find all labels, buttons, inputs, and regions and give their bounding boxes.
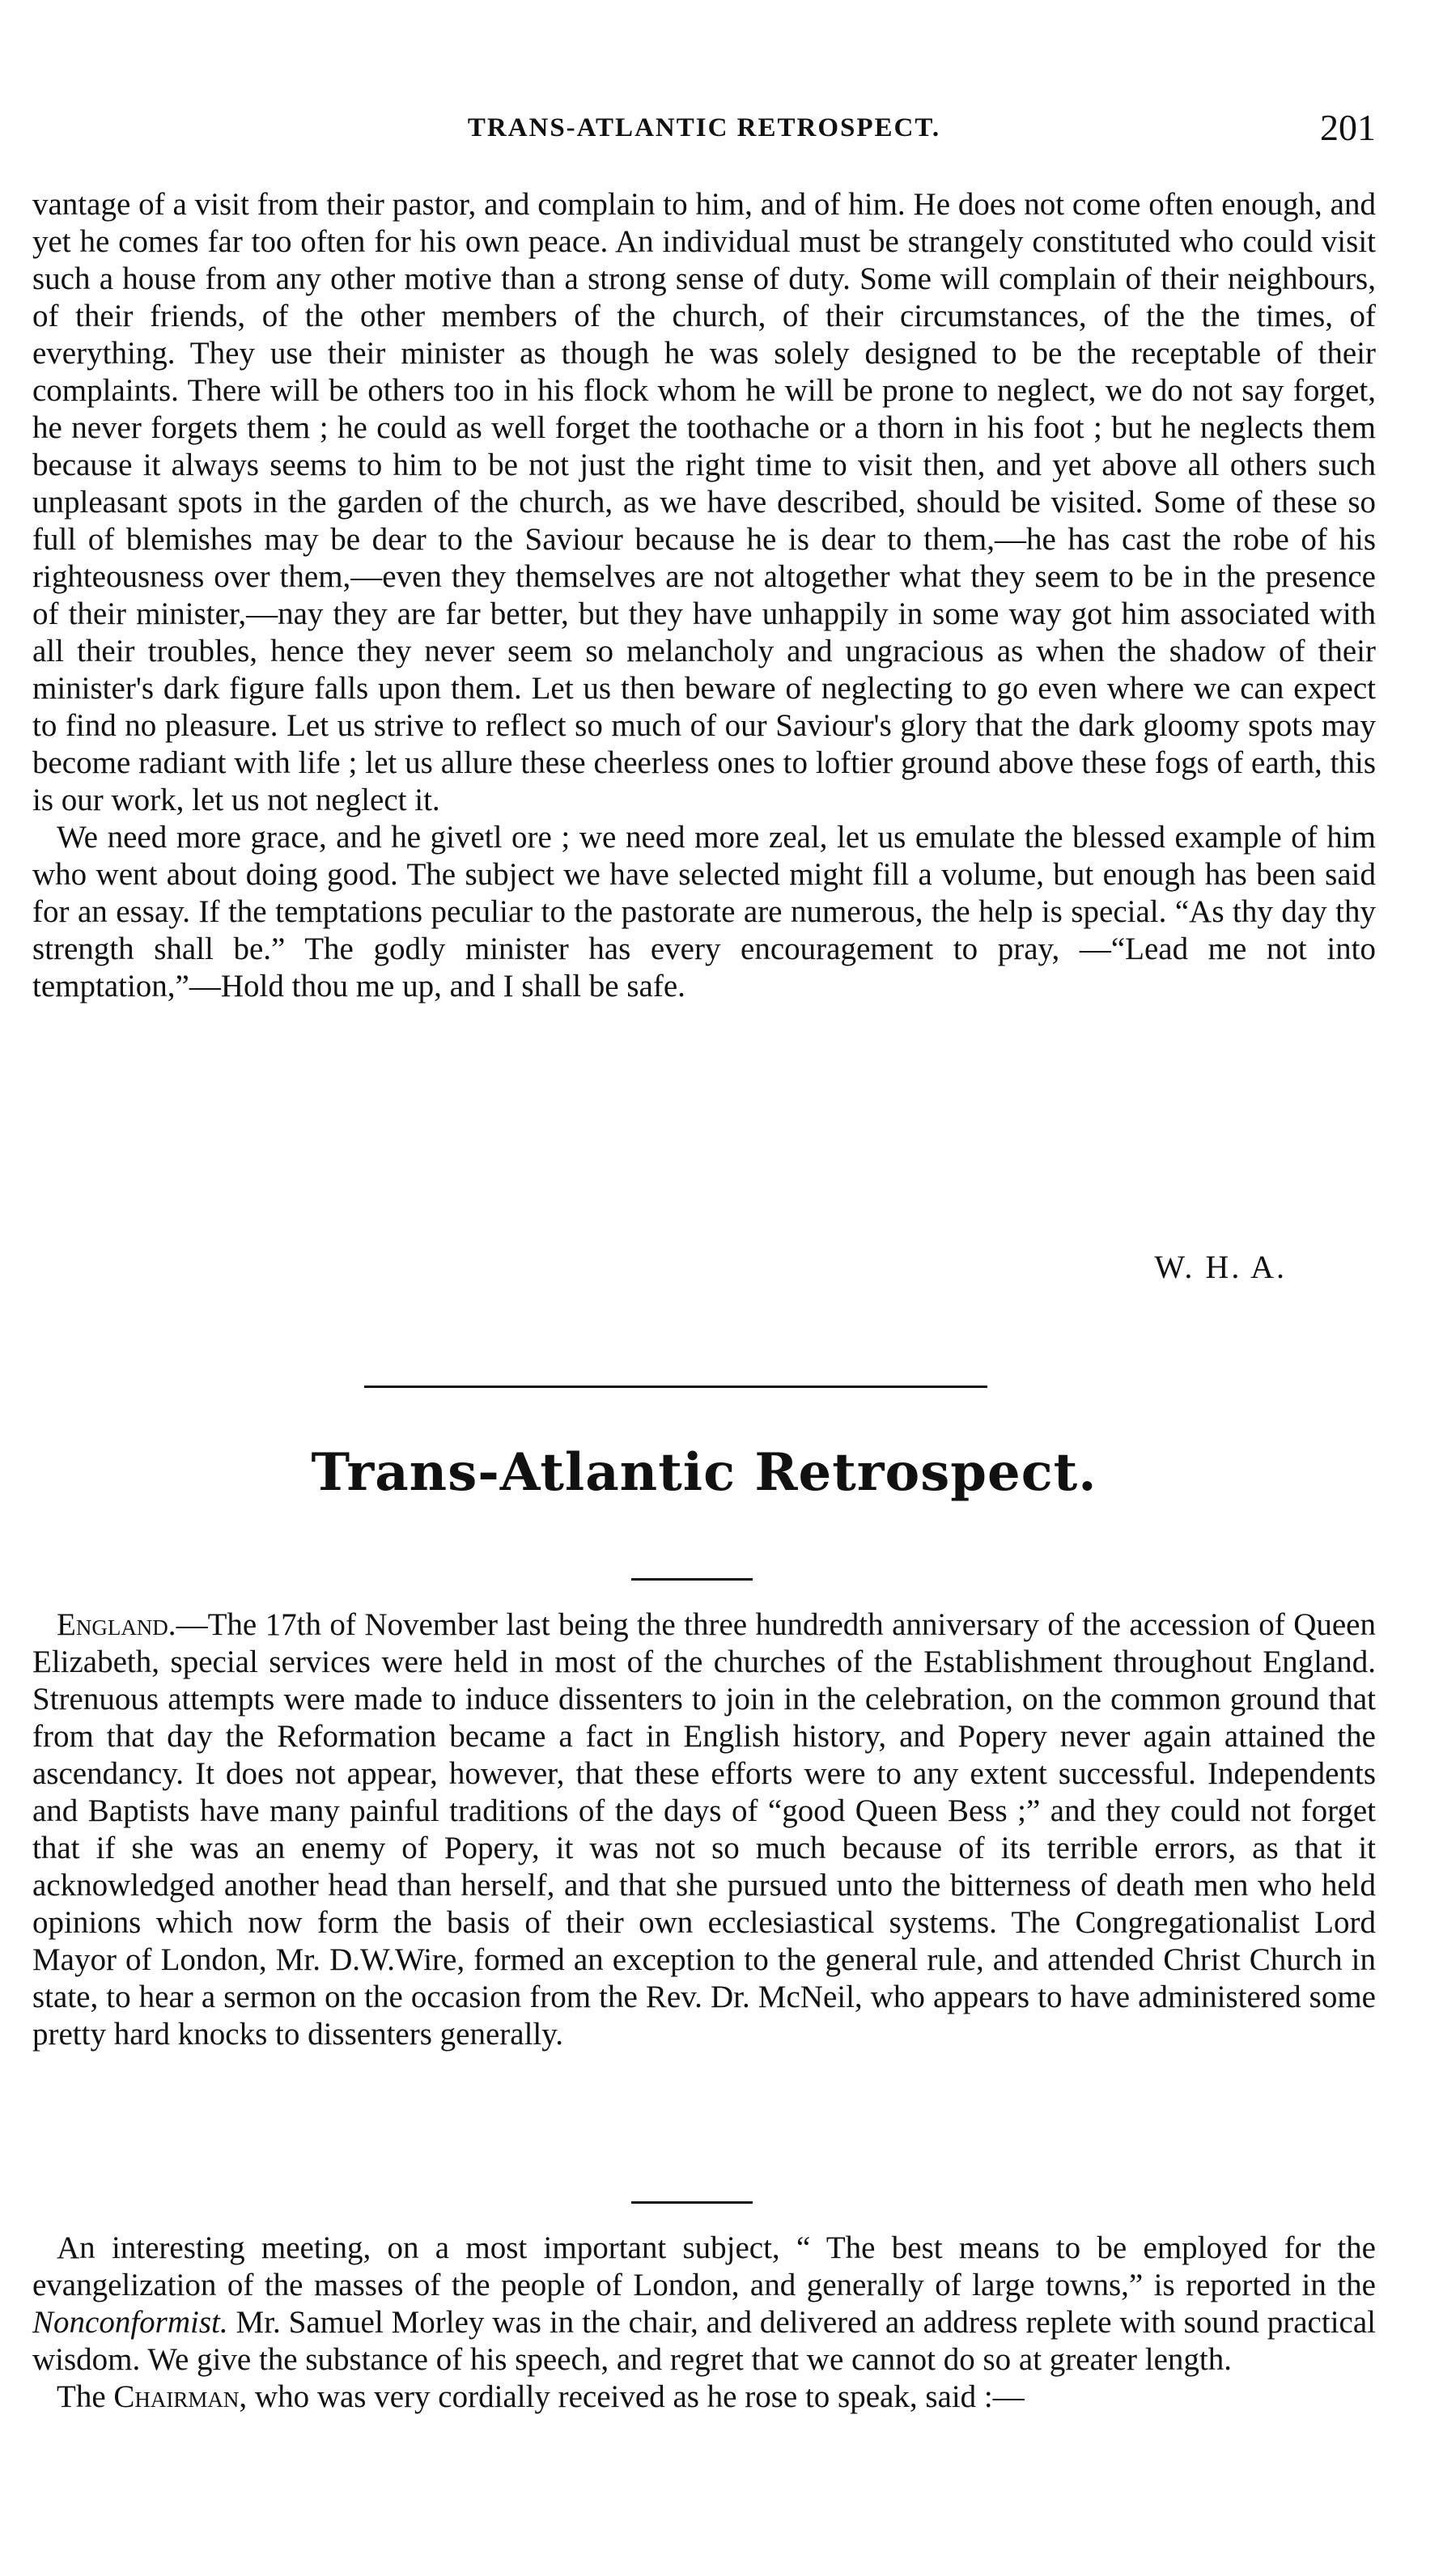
heading-rule	[631, 1578, 753, 1581]
paragraph-text: Mr. Samuel Morley was in the chair, and delivered an address replete with sound practical wisdom. We give the substance of his speech, and regret that we cannot do so at greater length.	[32, 2305, 1376, 2377]
paragraph-text: —The 17th of November last being the three hundredth anniversary of the accession of Queen Elizabeth, special services were held in most of the churches of the Establishment throughout England. Strenuous attempts were made to induce dissenters to join in the celebration, on the common ground that from that day the Reformation became a fact in English history, and Popery never again attained the ascendancy. It does not appear, however, that these efforts were to any extent successful. Independents and Baptists have many painful traditions of the days of “good Queen Bess ;” and they could not forget that if she was an enemy of Popery, it was not so much because of its terrible errors, as that it acknowledged another head than herself, and that she pursued unto the bitterness of death men who held opinions which now form the basis of their own ecclesiastical systems. The Congregationalist Lord Mayor of London, Mr. D.W.Wire, formed an exception to the general rule, and attended Christ Church in state, to hear a sermon on the occasion from the Rev. Dr. McNeil, who appears to have administered some pretty hard knocks to dissenters generally.	[32, 1607, 1376, 2052]
page-number: 201	[1320, 107, 1376, 148]
paragraph-text: The	[57, 2379, 114, 2414]
article-continued	[32, 186, 1376, 1005]
running-title: TRANS-ATLANTIC RETROSPECT.	[467, 113, 941, 142]
publication-name: Nonconformist.	[32, 2305, 228, 2340]
news-item-england	[32, 1606, 1376, 2053]
paragraph: We need more grace, and he givetl ore ; we need more zeal, let us emulate the blessed example of him who went about doing good. The subject we have selected might fill a volume, but enough has been said for an essay. If the temptations peculiar to the pastorate are numerous, the help is special. “As thy day thy strength shall be.” The godly minister has every encouragement to pray, —“Lead me not into temptation,”—Hold thou me up, and I shall be safe.	[32, 820, 1376, 1004]
running-head	[32, 104, 1376, 152]
paragraph-text: , who was very cordially received as he rose to speak, said :—	[239, 2379, 1025, 2414]
item-divider	[631, 2201, 753, 2204]
section-heading: Trans-Atlantic Retrospect.	[311, 1442, 1097, 1503]
paragraph	[32, 1606, 1376, 2053]
paragraph-text: An interesting meeting, on a most important subject, “ The best means to be employed for the evangelization of the masses of the people of London, and generally of large towns,” is reported in the	[32, 2230, 1376, 2302]
section-divider	[364, 1386, 987, 1388]
paragraph	[32, 2230, 1376, 2379]
speaker-title: Chairman	[113, 2379, 240, 2414]
paragraph	[32, 2379, 1376, 2416]
author-signature: W. H. A.	[1154, 1249, 1287, 1285]
paragraph: vantage of a visit from their pastor, and complain to him, and of him. He does not come often enough, and yet he comes far too often for his own peace. An individual must be strangely constituted who could visit such a house from any other motive than a strong sense of duty. Some will complain of their neighbours, of their friends, of the other members of the church, of their circumstances, of the the times, of everything. They use their minister as though he was solely designed to be the receptable of their complaints. There will be others too in his flock whom he will be prone to neglect, we do not say forget, he never forgets them ; he could as well forget the toothache or a thorn in his foot ; but he neglects them because it always seems to him to be not just the right time to visit then, and yet above all others such unpleasant spots in the garden of the church, as we have described, should be visited. Some of these so full of blemishes may be dear to the Saviour because he is dear to them,—he has cast the robe of his righteousness over them,—even they themselves are not altogether what they seem to be in the presence of their minister,—nay they are far better, but they have unhappily in some way got him associated with all their troubles, hence they never seem so melancholy and ungracious as when the shadow of their minister's dark figure falls upon them. Let us then beware of neglecting to go even where we can expect to find no pleasure. Let us strive to reflect so much of our Saviour's glory that the dark gloomy spots may become radiant with life ; let us allure these cheerless ones to loftier ground above these fogs of earth, this is our work, let us not neglect it.	[32, 187, 1376, 817]
news-item-meeting	[32, 2230, 1376, 2416]
place-lead: England.	[57, 1607, 176, 1642]
